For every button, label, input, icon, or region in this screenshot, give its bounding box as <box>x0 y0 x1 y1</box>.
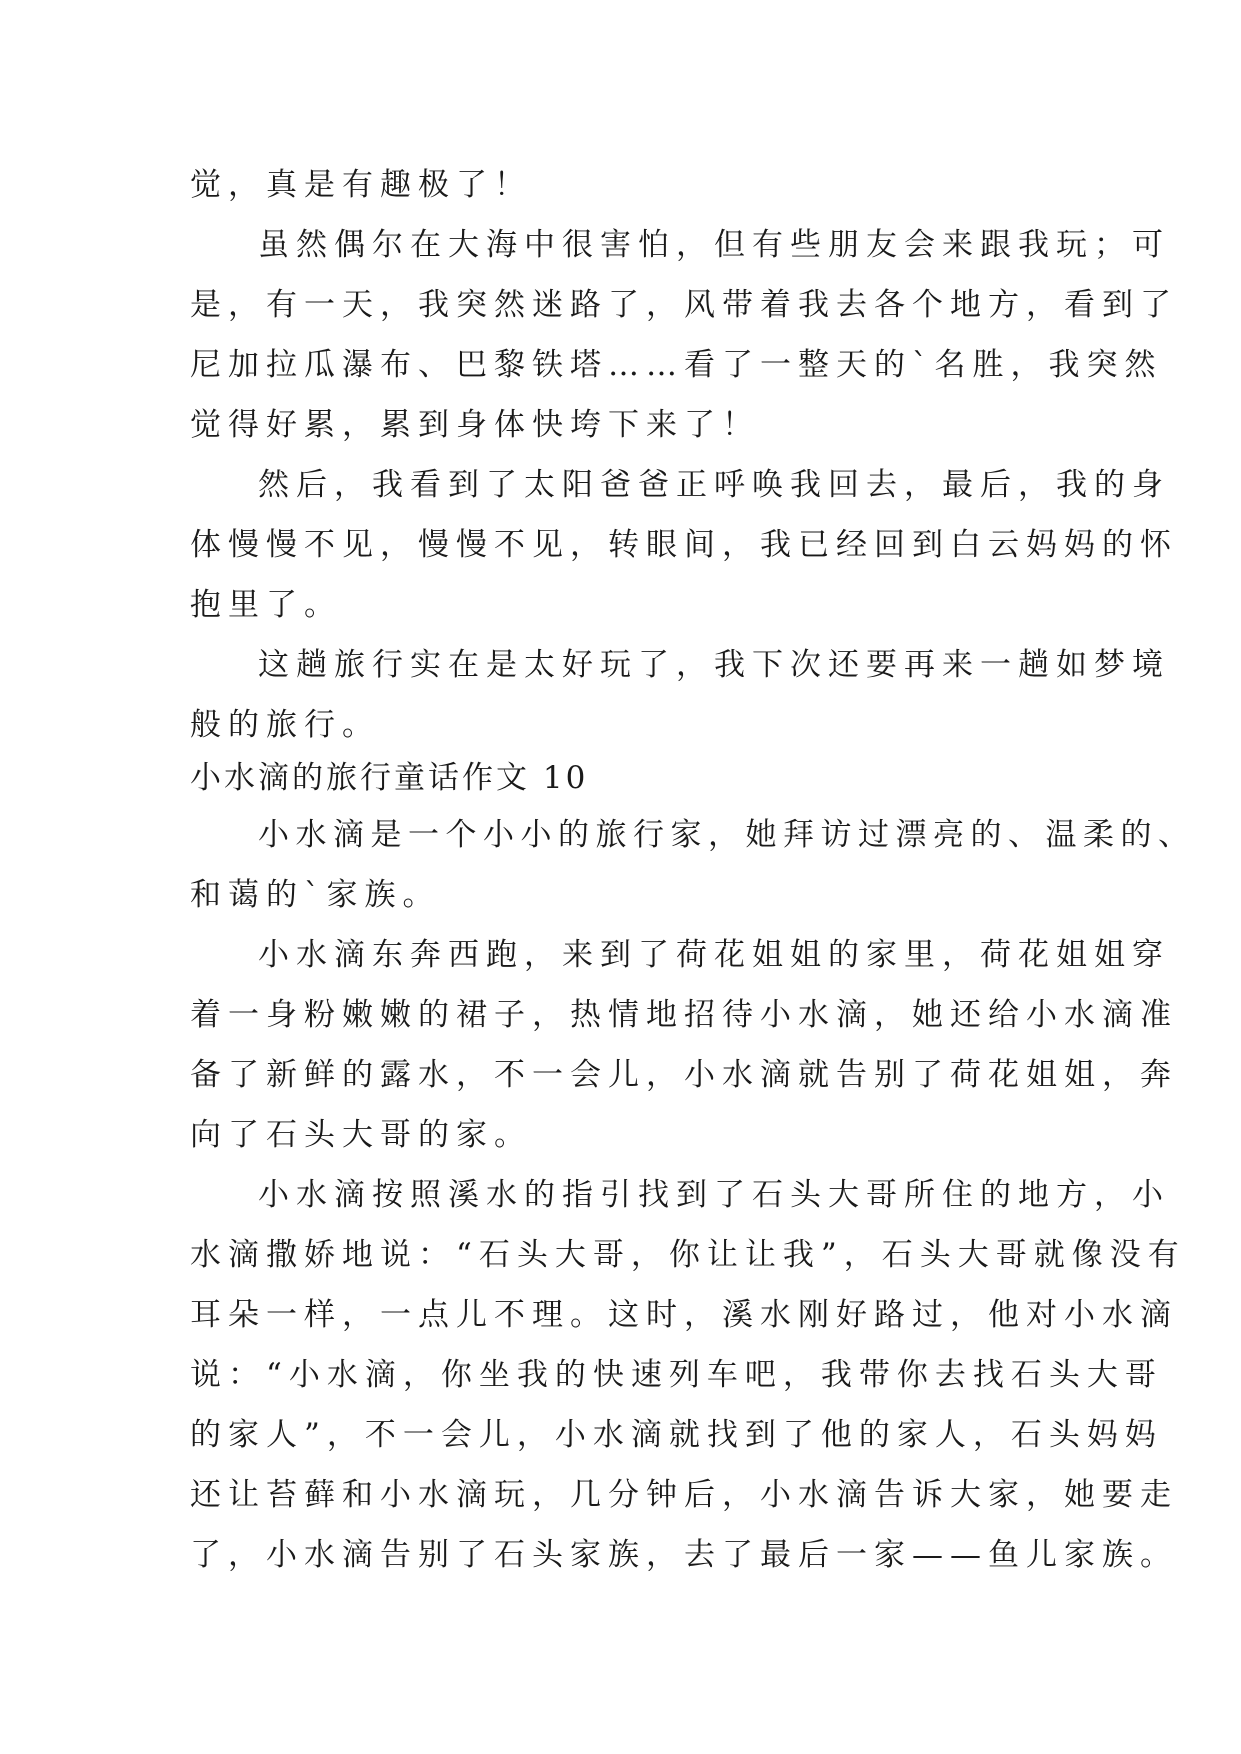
text-line: 是，有一天，我突然迷路了，风带着我去各个地方，看到了 <box>190 287 1178 323</box>
text-line: 尼加拉瓜瀑布、巴黎铁塔……看了一整天的`名胜，我突然 <box>190 347 1163 383</box>
text-line: 还让苔藓和小水滴玩，几分钟后，小水滴告诉大家，她要走 <box>190 1477 1178 1513</box>
text-line: 觉，真是有趣极了！ <box>190 167 532 203</box>
text-line: 说：“小水滴，你坐我的快速列车吧，我带你去找石头大哥 <box>190 1357 1163 1393</box>
text-line: 抱里了。 <box>190 587 342 623</box>
text-line: 的家人”，不一会儿，小水滴就找到了他的家人，石头妈妈 <box>190 1417 1163 1453</box>
text-line: 觉得好累，累到身体快垮下来了！ <box>190 407 760 443</box>
text-line: 水滴撒娇地说：“石头大哥，你让让我”，石头大哥就像没有 <box>190 1237 1186 1273</box>
text-line: 耳朵一样，一点儿不理。这时，溪水刚好路过，他对小水滴 <box>190 1297 1178 1333</box>
section-heading: 小水滴的旅行童话作文 10 <box>190 760 589 796</box>
text-line: 体慢慢不见，慢慢不见，转眼间，我已经回到白云妈妈的怀 <box>190 527 1178 563</box>
text-line: 小水滴是一个小小的旅行家，她拜访过漂亮的、温柔的、 <box>258 817 1196 853</box>
text-line: 然后，我看到了太阳爸爸正呼唤我回去，最后，我的身 <box>258 467 1170 503</box>
text-line: 小水滴东奔西跑，来到了荷花姐姐的家里，荷花姐姐穿 <box>258 937 1170 973</box>
text-line: 着一身粉嫩嫩的裙子，热情地招待小水滴，她还给小水滴准 <box>190 997 1178 1033</box>
text-line: 和蔼的`家族。 <box>190 877 441 913</box>
text-line: 虽然偶尔在大海中很害怕，但有些朋友会来跟我玩；可 <box>258 227 1170 263</box>
text-line: 这趟旅行实在是太好玩了，我下次还要再来一趟如梦境 <box>258 647 1170 683</box>
text-line: 向了石头大哥的家。 <box>190 1117 532 1153</box>
text-line: 备了新鲜的露水，不一会儿，小水滴就告别了荷花姐姐，奔 <box>190 1057 1178 1093</box>
text-line: 了，小水滴告别了石头家族，去了最后一家——鱼儿家族。 <box>190 1537 1178 1573</box>
text-line: 般的旅行。 <box>190 707 380 743</box>
text-line: 小水滴按照溪水的指引找到了石头大哥所住的地方，小 <box>258 1177 1170 1213</box>
